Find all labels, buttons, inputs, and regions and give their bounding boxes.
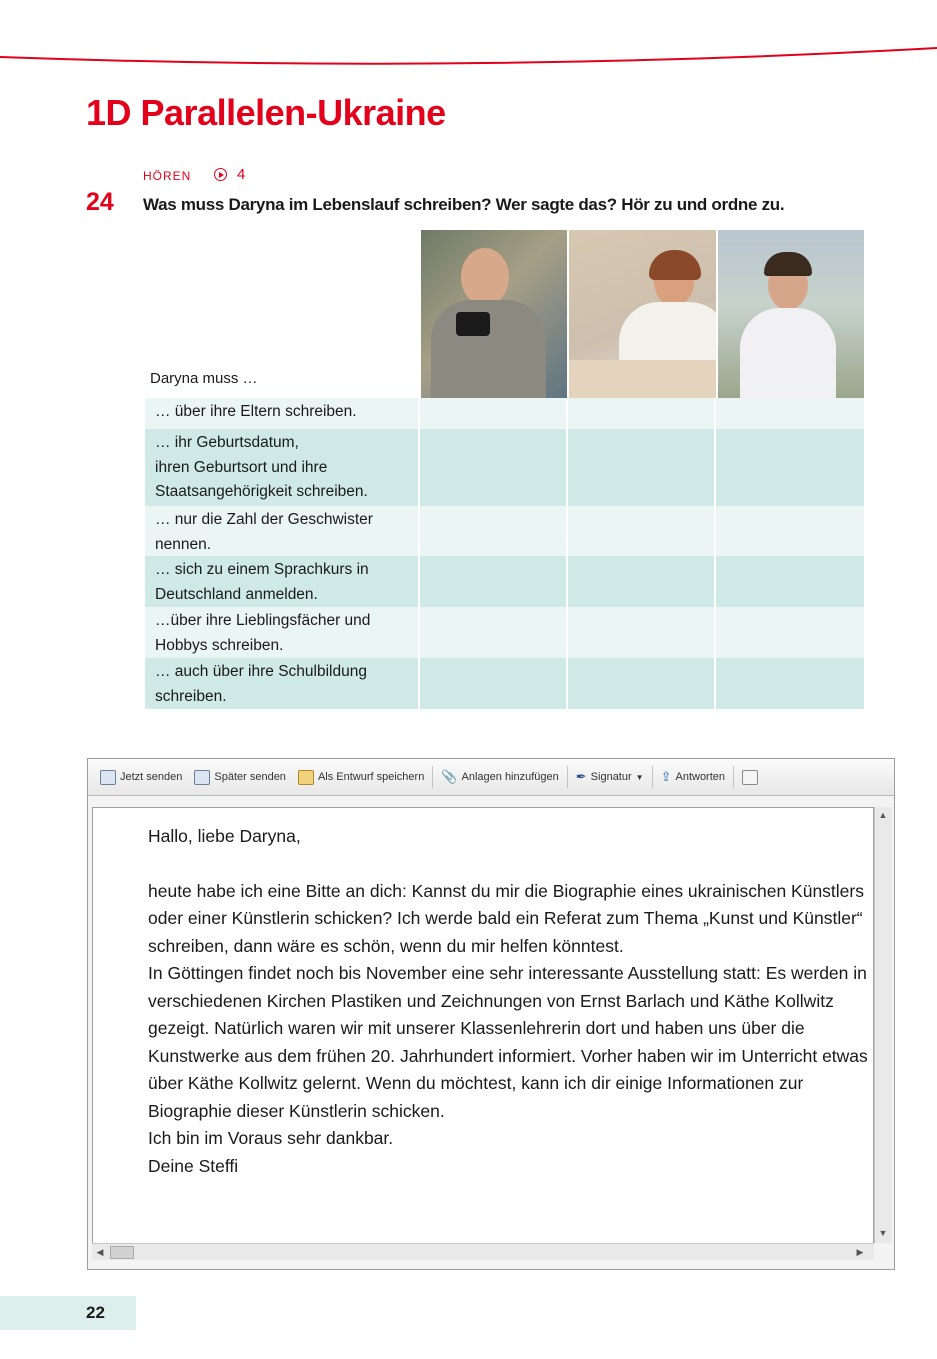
speaker-photos <box>421 230 864 398</box>
reply-button[interactable] <box>655 769 731 785</box>
row-statement: … auch über ihre Schulbildung schreiben. <box>145 658 420 709</box>
options-icon <box>742 770 758 785</box>
toolbar-divider <box>733 766 734 788</box>
header-rule <box>0 0 937 80</box>
email-window <box>87 758 895 1270</box>
row-statement: …über ihre Lieblingsfächer und Hobbys schreiben. <box>145 607 420 658</box>
answer-cell[interactable] <box>716 429 862 506</box>
send-later-label: Später senden <box>214 771 286 783</box>
scroll-down-icon[interactable]: ▼ <box>878 1228 888 1238</box>
table-row <box>145 398 864 429</box>
answer-cell[interactable] <box>716 607 862 658</box>
table-row <box>145 429 864 506</box>
exercise-instruction: Was muss Daryna im Lebenslauf schreiben? Wer sagte das? Hör zu und ordne zu. <box>143 195 785 214</box>
email-paragraph: heute habe ich eine Bitte an dich: Kannst du mir die Biographie eines ukrainischen Künstlers oder einer Künstlerin schicken? Ich werde bald ein Referat zum Thema „Kunst und Künstler“ schreiben, dann wäre es schön, wenn du mir helfen könntest. <box>148 880 864 956</box>
scroll-right-icon[interactable]: ▶ <box>856 1247 864 1257</box>
scroll-left-icon[interactable]: ◀ <box>96 1247 104 1257</box>
answer-cell[interactable] <box>568 658 716 709</box>
answer-cell[interactable] <box>568 506 716 556</box>
answer-cell[interactable] <box>568 556 716 607</box>
send-later-icon <box>194 770 210 785</box>
table-row <box>145 506 864 556</box>
horizontal-scrollbar[interactable] <box>92 1243 874 1260</box>
vertical-scrollbar[interactable] <box>874 807 892 1243</box>
table-row <box>145 658 864 709</box>
page-number: 22 <box>86 1303 105 1322</box>
table-row <box>145 607 864 658</box>
answer-cell[interactable] <box>568 429 716 506</box>
row-statement: … ihr Geburtsdatum, ihren Geburtsort und ihre Staatsangehörigkeit schreiben. <box>145 429 420 506</box>
exercise-type-label: HÖREN <box>143 169 192 183</box>
photo-girl-with-braids <box>718 230 864 398</box>
send-later-button[interactable] <box>188 770 292 785</box>
toolbar-divider <box>652 766 653 788</box>
answer-cell[interactable] <box>420 429 568 506</box>
photo-man-with-camera <box>421 230 567 398</box>
answer-cell[interactable] <box>568 398 716 429</box>
photo-woman-at-desk <box>569 230 715 398</box>
table-row <box>145 556 864 607</box>
exercise-number: 24 <box>86 188 114 216</box>
row-statement: … sich zu einem Sprachkurs in Deutschland anmelden. <box>145 556 420 607</box>
answer-cell[interactable] <box>716 506 862 556</box>
email-signoff: Deine Steffi <box>148 1155 239 1176</box>
send-now-icon <box>100 770 116 785</box>
toolbar-divider <box>567 766 568 788</box>
row-statement: … über ihre Eltern schreiben. <box>145 398 420 429</box>
email-toolbar <box>88 759 894 796</box>
pen-icon: ✒ <box>575 769 587 784</box>
attach-label: Anlagen hinzufügen <box>461 771 559 783</box>
reply-icon: ⇪ <box>660 769 672 784</box>
answer-cell[interactable] <box>716 398 862 429</box>
answer-cell[interactable] <box>716 658 862 709</box>
answer-cell[interactable] <box>420 398 568 429</box>
email-body[interactable] <box>92 807 874 1245</box>
answer-cell[interactable] <box>420 607 568 658</box>
scroll-up-icon[interactable]: ▲ <box>878 810 888 820</box>
answer-cell[interactable] <box>568 607 716 658</box>
save-draft-icon <box>298 770 314 785</box>
toolbar-divider <box>432 766 433 788</box>
email-thanks: Ich bin im Voraus sehr dankbar. <box>148 1128 394 1148</box>
page-number-box <box>0 1296 136 1330</box>
save-draft-button[interactable] <box>292 770 430 785</box>
attach-button[interactable] <box>435 769 564 785</box>
page-title: 1D Parallelen-Ukraine <box>86 92 446 133</box>
signature-button[interactable] <box>570 769 650 785</box>
more-options-button[interactable] <box>736 770 764 785</box>
answer-cell[interactable] <box>716 556 862 607</box>
audio-track-number: 4 <box>237 166 246 183</box>
chevron-down-icon: ▼ <box>635 772 644 782</box>
answer-cell[interactable] <box>420 506 568 556</box>
scroll-thumb[interactable] <box>110 1246 134 1259</box>
matching-table <box>145 398 864 709</box>
play-audio-icon[interactable] <box>214 168 227 181</box>
paperclip-icon: 📎 <box>441 769 458 784</box>
answer-cell[interactable] <box>420 658 568 709</box>
email-paragraph: In Göttingen findet noch bis November eine sehr interessante Ausstellung statt: Es werden in verschiedenen Kirchen Plastiken und Zeichnungen von Ernst Barlach und Käthe Kollwitz gezeigt. Natürlich waren wir mit unserer Klassenlehrerin dort und haben uns über die Kunstwerke aus dem frühen 20. Jahrhundert informiert. Vorher haben wir im Unterricht etwas über Käthe Kollwitz gelernt. Wenn du möchtest, kann ich dir einige Informationen zur Biographie dieser Künstlerin schicken. <box>148 963 868 1121</box>
signature-label: Signatur <box>590 771 632 783</box>
save-draft-label: Als Entwurf speichern <box>317 771 425 783</box>
send-now-label: Jetzt senden <box>120 771 183 783</box>
answer-cell[interactable] <box>420 556 568 607</box>
audio-track[interactable] <box>214 166 245 183</box>
reply-label: Antworten <box>675 771 726 783</box>
send-now-button[interactable] <box>94 770 188 785</box>
row-statement: … nur die Zahl der Geschwister nennen. <box>145 506 420 556</box>
email-greeting: Hallo, liebe Daryna, <box>148 826 301 846</box>
table-lead: Daryna muss … <box>150 370 258 387</box>
email-text <box>148 823 868 1180</box>
